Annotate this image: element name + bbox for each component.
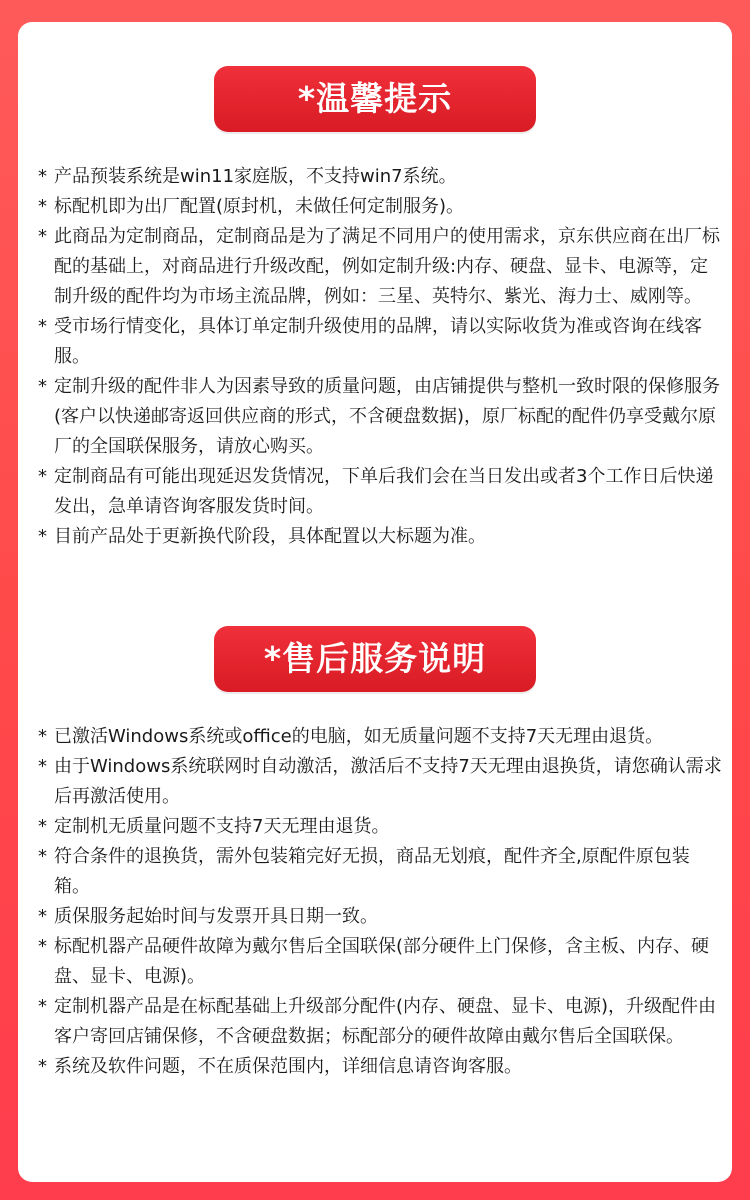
- bullet-star: *: [38, 376, 47, 397]
- list-item: * 系统及软件问题，不在质保范围内，详细信息请咨询客服。: [38, 1052, 722, 1082]
- bullet-star: *: [38, 196, 47, 217]
- after-sales-banner: [214, 626, 536, 692]
- bullet-star: *: [38, 316, 47, 337]
- bullet-star: *: [38, 726, 47, 747]
- bullet-star: *: [38, 756, 47, 777]
- list-item: * 此商品为定制商品，定制商品是为了满足不同用户的使用需求，京东供应商在出厂标配的基础上，对商品进行升级改配，例如定制升级:内存、硬盘、显卡、电源等，定制升级的配件均为市场主流品牌，例如：三星、英特尔、紫光、海力士、威刚等。: [38, 222, 722, 312]
- bullet-star: *: [38, 1056, 47, 1077]
- bullet-star: *: [38, 906, 47, 927]
- list-item: * 产品预装系统是win11家庭版，不支持win7系统。: [38, 162, 722, 192]
- list-item: * 已激活Windows系统或office的电脑，如无质量问题不支持7天无理由退货。: [38, 722, 722, 752]
- bullet-star: *: [38, 996, 47, 1017]
- list-item: * 定制商品有可能出现延迟发货情况，下单后我们会在当日发出或者3个工作日后快递发出，急单请咨询客服发货时间。: [38, 462, 722, 522]
- bullet-star: *: [38, 846, 47, 867]
- warm-tips-list: [38, 162, 722, 552]
- list-item: * 目前产品处于更新换代阶段，具体配置以大标题为准。: [38, 522, 722, 552]
- bullet-star: *: [38, 526, 47, 547]
- bullet-star: *: [38, 226, 47, 247]
- list-item: * 标配机器产品硬件故障为戴尔售后全国联保(部分硬件上门保修，含主板、内存、硬盘、显卡、电源)。: [38, 932, 722, 992]
- bullet-star: *: [38, 816, 47, 837]
- list-item: * 定制机无质量问题不支持7天无理由退货。: [38, 812, 722, 842]
- list-item: * 定制升级的配件非人为因素导致的质量问题，由店铺提供与整机一致时限的保修服务(客户以快递邮寄返回供应商的形式，不含硬盘数据)，原厂标配的配件仍享受戴尔原厂的全国联保服务，请放心购买。: [38, 372, 722, 462]
- list-item: * 定制机器产品是在标配基础上升级部分配件(内存、硬盘、显卡、电源)，升级配件由客户寄回店铺保修，不含硬盘数据；标配部分的硬件故障由戴尔售后全国联保。: [38, 992, 722, 1052]
- list-item: * 标配机即为出厂配置(原封机，未做任何定制服务)。: [38, 192, 722, 222]
- after-sales-list: [38, 722, 722, 1082]
- list-item: * 符合条件的退换货，需外包装箱完好无损，商品无划痕，配件齐全,原配件原包装箱。: [38, 842, 722, 902]
- bullet-star: *: [38, 936, 47, 957]
- list-item: * 受市场行情变化，具体订单定制升级使用的品牌，请以实际收货为准或咨询在线客服。: [38, 312, 722, 372]
- warm-tips-banner: [214, 66, 536, 132]
- warm-tips-title: *温馨提示: [297, 79, 453, 118]
- bullet-star: *: [38, 166, 47, 187]
- bullet-star: *: [38, 466, 47, 487]
- list-item: * 质保服务起始时间与发票开具日期一致。: [38, 902, 722, 932]
- info-card: [18, 22, 732, 1182]
- after-sales-title: *售后服务说明: [263, 639, 487, 678]
- list-item: * 由于Windows系统联网时自动激活，激活后不支持7天无理由退换货，请您确认需求后再激活使用。: [38, 752, 722, 812]
